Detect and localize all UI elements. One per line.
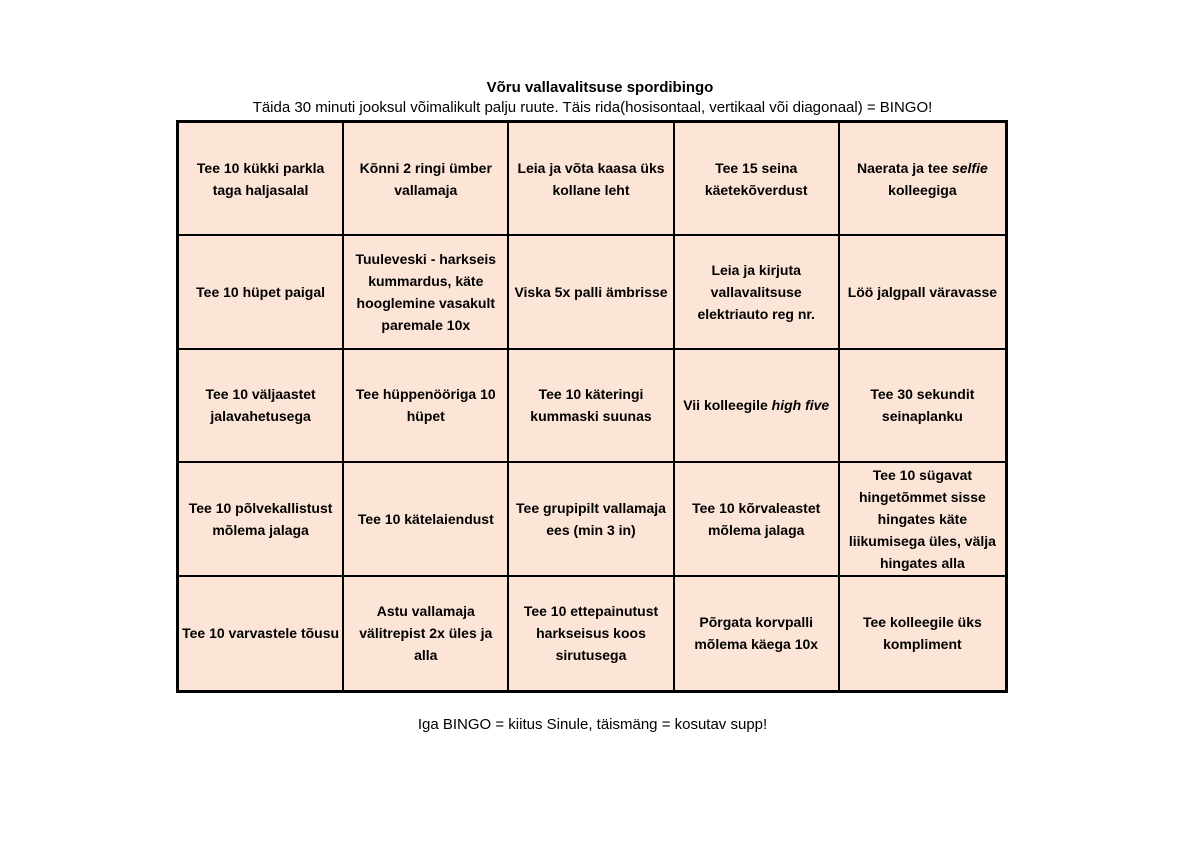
bingo-cell [509,577,674,690]
bingo-cell [344,123,509,236]
bingo-cell-text: Löö jalgpall väravasse [847,284,998,301]
bingo-cell [509,236,674,349]
bingo-cell [344,577,509,690]
bingo-cell [840,577,1005,690]
bingo-cell [179,350,344,463]
bingo-cell [509,123,674,236]
bingo-cell-text: Põrgata korvpalli mõlema käega 10x [694,614,819,653]
bingo-cell [509,350,674,463]
bingo-cell [675,463,840,576]
bingo-cell-text: Tee 10 sügavat hingetõmmet sisse hingates käte liikumisega üles, välja hingates alla [848,466,996,571]
bingo-cell-text: Tee 10 kükki parkla taga haljasalal [196,159,325,198]
bingo-cell [675,350,840,463]
bingo-cell-text: Tee grupipilt vallamaja ees (min 3 in) [516,499,666,538]
bingo-cell-text: Tee 10 varvastele tõusu [182,625,340,642]
bingo-cell-text: Kõnni 2 ringi ümber vallamaja [359,159,492,198]
bingo-cell-text: Leia ja võta kaasa üks kollane leht [517,159,665,198]
bingo-cell [840,350,1005,463]
bingo-cell [179,123,344,236]
bingo-cell-text: Tee 15 seina käetekõverdust [704,159,808,198]
bingo-cell [344,236,509,349]
bingo-cell-text: Tee 10 väljaastet jalavahetusega [205,386,316,425]
bingo-cell [675,123,840,236]
bingo-cell-text: Naerata ja tee selfie kolleegiga [857,159,988,198]
bingo-cell [509,463,674,576]
bingo-cell [840,236,1005,349]
bingo-cell-text: Tee 30 sekundit seinaplanku [870,386,975,425]
bingo-cell-text: Tee 10 käteringi kummaski suunas [530,386,652,425]
bingo-cell [675,577,840,690]
footer-note: Iga BINGO = kiitus Sinule, täismäng = kosutav supp! [417,716,768,733]
bingo-cell [675,236,840,349]
bingo-cell-text: Tee 10 ettepainutust harkseisus koos sirutusega [523,603,659,664]
bingo-cell-text: Tee kolleegile üks kompliment [862,614,982,653]
page-title: Võru vallavalitsuse spordibingo [486,79,714,96]
bingo-cell-text: Tee hüppenööriga 10 hüpet [355,386,496,425]
bingo-cell-text: Tee 10 kõrvaleastet mõlema jalaga [692,499,821,538]
bingo-grid [176,120,1008,693]
bingo-cell-text: Tee 10 kätelaiendust [357,510,494,527]
bingo-cell-text: Tee 10 hüpet paigal [196,284,326,301]
bingo-cell [840,123,1005,236]
bingo-cell-text: Tuuleveski - harkseis kummardus, käte hooglemine vasakult paremale 10x [355,251,497,334]
bingo-cell-text: Tee 10 põlvekallistust mõlema jalaga [188,499,333,538]
bingo-cell [344,350,509,463]
bingo-cell [840,463,1005,576]
bingo-cell-text: Astu vallamaja välitrepist 2x üles ja alla [359,603,493,664]
instructions: Täida 30 minuti jooksul võimalikult palju ruute. Täis rida(hosisontaal, vertikaal või diagonaal) = BINGO! [252,99,933,116]
bingo-cell-text: Leia ja kirjuta vallavalitsuse elektriauto reg nr. [697,262,815,323]
bingo-cell [179,236,344,349]
bingo-cell-text: Viska 5x palli ämbrisse [514,284,668,301]
bingo-cell [344,463,509,576]
bingo-cell [179,463,344,576]
bingo-cell-text: Vii kolleegile high five [683,397,830,414]
bingo-cell [179,577,344,690]
